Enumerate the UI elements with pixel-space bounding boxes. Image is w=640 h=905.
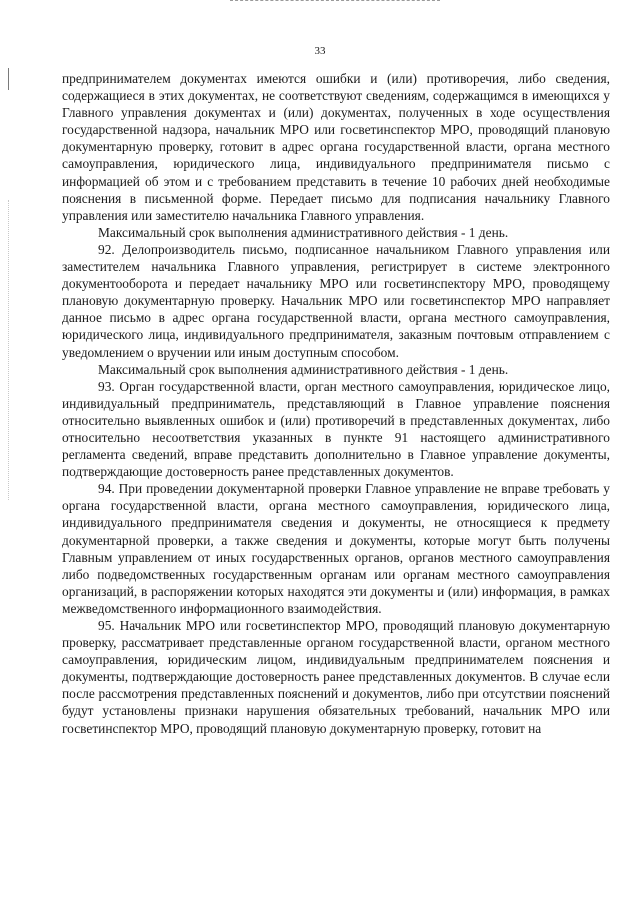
scan-artifact-top [230, 0, 440, 4]
paragraph-94: 94. При проведении документарной проверки Главное управление не вправе требовать у органа государственной власти, органа местного самоуправления, юридического лица, индивидуального предпринимателя сведения и документы, не относящиеся к предмету документарной проверки, а также сведения и документы, которые могут быть получены Главным управлением от иных государственных органов, органов местного самоуправления либо подведомственных государственным органам или органам местного самоуправления организаций, в распоряжении которых находятся эти документы и (или) информация, в рамках межведомственного информационного взаимодействия. [62, 481, 610, 616]
paragraph-93: 93. Орган государственной власти, орган местного самоуправления, юридическое лицо, индивидуальный предприниматель, представляющий в Главное управление пояснения относительно выявленных ошибок и (или) противоречий в представленных документах, либо относительно несоответствия указанных в пункте 91 настоящего административного регламента сведений, вправе представить дополнительно в Главное управление документы, подтверждающие достоверность ранее представленных документов. [62, 378, 610, 480]
paragraph-continuation: предпринимателем документах имеются ошибки и (или) противоречия, либо сведения, содержащиеся в этих документах, не соответствуют сведениям, содержащимся в имеющихся у Главного управления документах и (или) документах, полученных в ходе осуществления государственной надзора, начальник МРО или госветинспектор МРО, проводящий плановую документарную проверку, готовит в адрес органа государственной власти, органа местного самоуправления, юридического лица, индивидуального предпринимателя письмо с информацией об этом и с требованием представить в течение 10 рабочих дней необходимые пояснения в письменной форме. Передает письмо для подписания начальнику Главного управления или заместителю начальника Главного управления. [62, 71, 610, 223]
paragraph-92: 92. Делопроизводитель письмо, подписанное начальником Главного управления или заместителем начальника Главного управления, регистрирует в системе электронного документооборота и передает начальнику МРО или госветинспектору МРО, проводящему плановую документарную проверку. Начальник МРО или госветинспектор МРО направляет данное письмо в адрес органа государственной власти, органа местного самоуправления, юридического лица, индивидуального предпринимателя, заказным почтовым отправлением с уведомлением о вручении или иным доступным способом. [62, 241, 610, 360]
paragraph-max-term-1: Максимальный срок выполнения административного действия - 1 день. [98, 224, 509, 240]
paragraph-95: 95. Начальник МРО или госветинспектор МРО, проводящий плановую документарную проверку, рассматривает представленные органом государственной власти, органом местного самоуправления, юридическим лицом, индивидуальным предпринимателем пояснения и документы, подтверждающие достоверность ранее представленных документов. В случае если после рассмотрения представленных пояснений и документов, либо при отсутствии пояснений будут установлены признаки нарушения обязательных требований, начальник МРО или госветинспектор МРО, проводящий плановую документарную проверку, готовит на [62, 618, 610, 736]
scan-artifact-margin-dots [8, 200, 10, 500]
paragraph-max-term-2: Максимальный срок выполнения административного действия - 1 день. [98, 361, 509, 377]
scan-artifact-margin [8, 68, 9, 90]
page-number: 33 [314, 45, 326, 57]
document-body [62, 70, 610, 737]
